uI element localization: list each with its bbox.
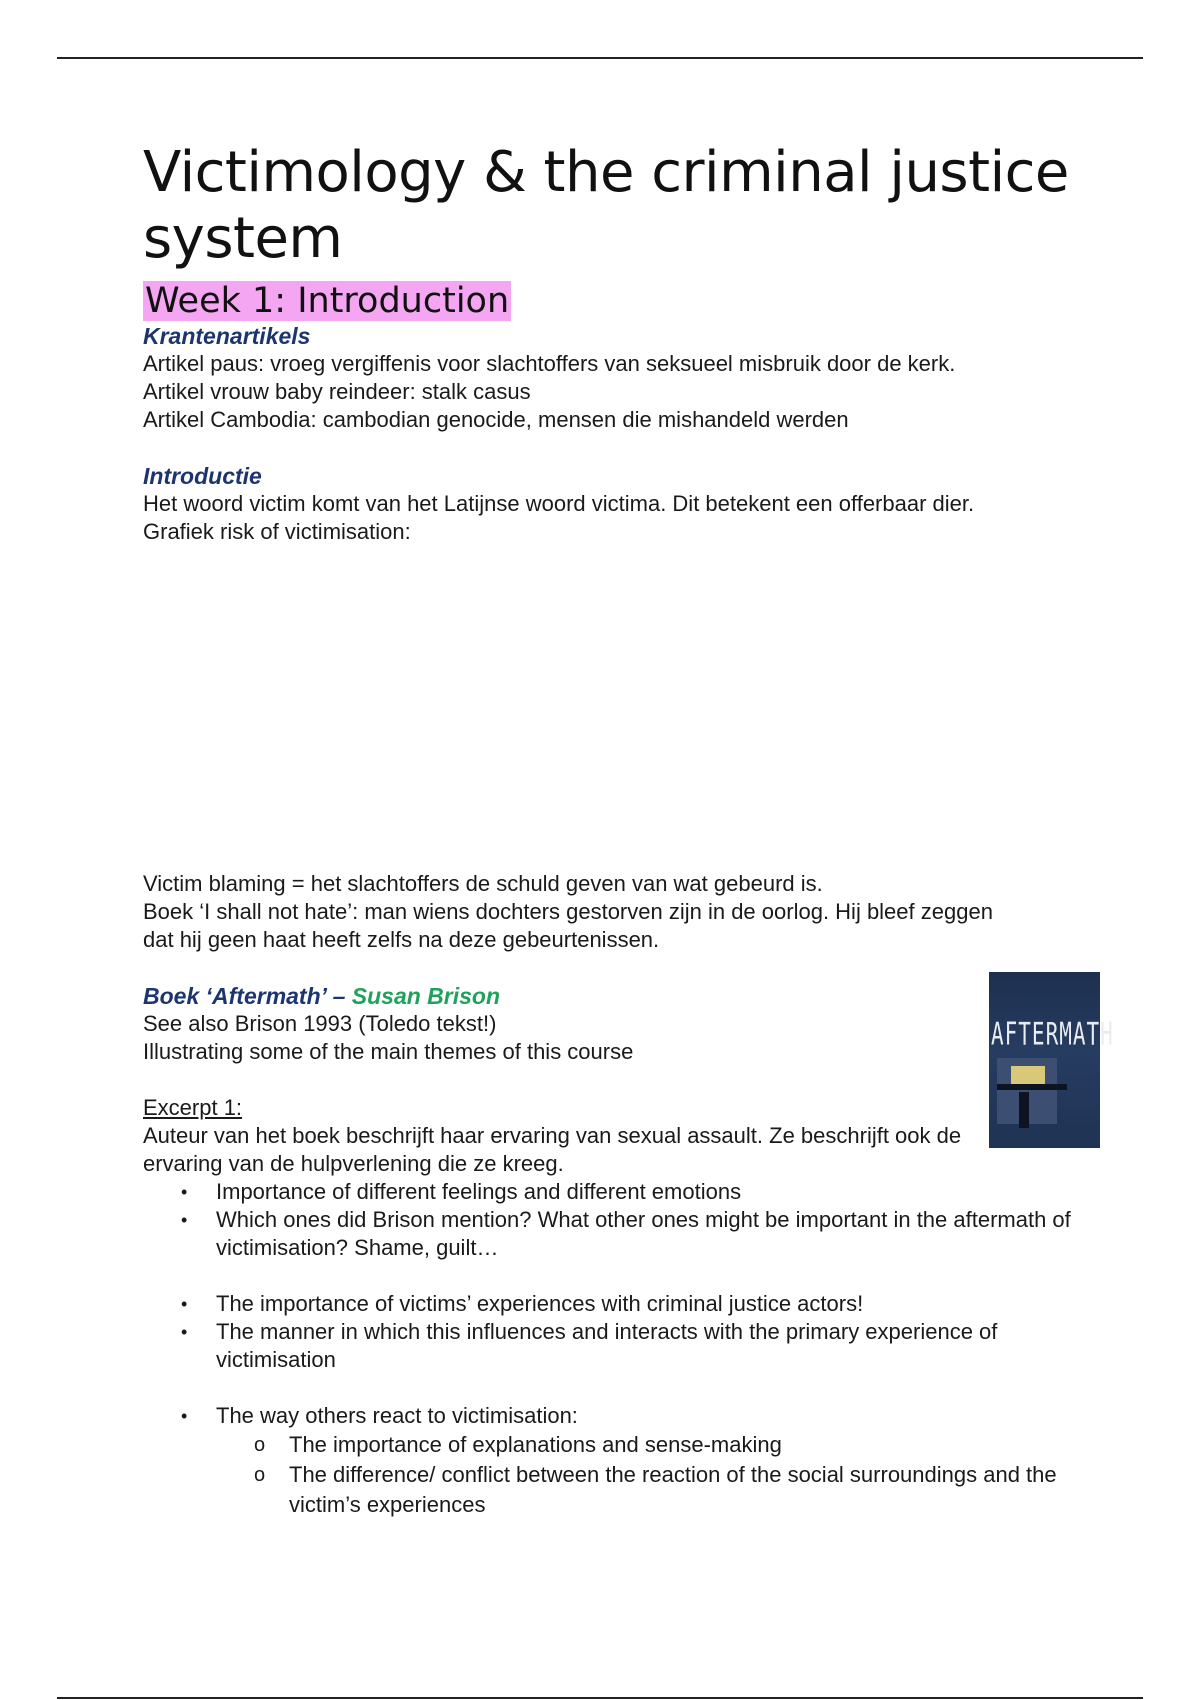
aftermath-heading (143, 982, 1083, 1010)
chart-placeholder-space (143, 546, 1083, 870)
aftermath-line-2: Illustrating some of the main themes of this course (143, 1039, 634, 1064)
week-heading-text: Week 1: Introduction (145, 281, 510, 321)
krantenartikel-line-1: Artikel paus: vroeg vergiffenis voor slachtoffers van seksueel misbruik door de kerk. (143, 351, 956, 376)
krantenartikel-line-2: Artikel vrouw baby reindeer: stalk casus (143, 379, 531, 404)
aftermath-line-1: See also Brison 1993 (Toledo tekst!) (143, 1011, 497, 1036)
introductie-heading: Introductie (143, 463, 262, 489)
aftermath-heading-author: Susan Brison (351, 983, 501, 1009)
excerpt-text: Auteur van het boek beschrijft haar ervaring van sexual assault. Ze beschrijft ook de ervaring van de hulpverlening die ze kreeg. (143, 1123, 962, 1176)
page-top-rule (57, 57, 1143, 59)
book-cover-image (989, 972, 1114, 1148)
krantenartikels-heading: Krantenartikels (143, 323, 311, 349)
book-cover-tagline (989, 978, 1100, 990)
document-body (143, 140, 1083, 1520)
document-title: Victimology & the criminal justice system (143, 140, 1069, 271)
victim-blaming-line: Victim blaming = het slachtoffers de schuld geven van wat gebeurd is. (143, 871, 823, 896)
aftermath-heading-book: Boek ‘Aftermath’ – (143, 983, 346, 1009)
introductie-line-2: Grafiek risk of victimisation: (143, 519, 411, 544)
bullet-list-a (143, 1178, 1083, 1262)
list-item: • The manner in which this influences and interacts with the primary experience of victimisation (143, 1318, 1083, 1374)
list-item: o The difference/ conflict between the reaction of the social surroundings and the victim’s experiences (216, 1460, 1083, 1520)
book-cover-title: AFTERMATH (991, 1016, 1114, 1052)
list-item: • The way others react to victimisation: (143, 1402, 1083, 1430)
excerpt-label: Excerpt 1: (143, 1095, 243, 1120)
sub-bullet-list (216, 1430, 1083, 1520)
krantenartikel-line-3: Artikel Cambodia: cambodian genocide, mensen die mishandeld werden (143, 407, 849, 432)
list-item: • Which ones did Brison mention? What other ones might be important in the aftermath of victimisation? Shame, guilt… (143, 1206, 1083, 1262)
introductie-line-1: Het woord victim komt van het Latijnse woord victima. Dit betekent een offerbaar dier. (143, 491, 975, 516)
bullet-list-c (143, 1402, 1083, 1430)
list-item: o The importance of explanations and sense-making (216, 1430, 1083, 1460)
list-item: • The importance of victims’ experiences with criminal justice actors! (143, 1290, 1083, 1318)
list-item: • Importance of different feelings and different emotions (143, 1178, 1083, 1206)
page-bottom-rule (57, 1697, 1143, 1699)
i-shall-not-hate-line: Boek ‘I shall not hate’: man wiens dochters gestorven zijn in de oorlog. Hij bleef zeggen dat hij geen haat heeft zelfs na deze gebeurtenissen. (143, 899, 993, 952)
week-heading (143, 280, 1083, 322)
bullet-list-b (143, 1290, 1083, 1374)
